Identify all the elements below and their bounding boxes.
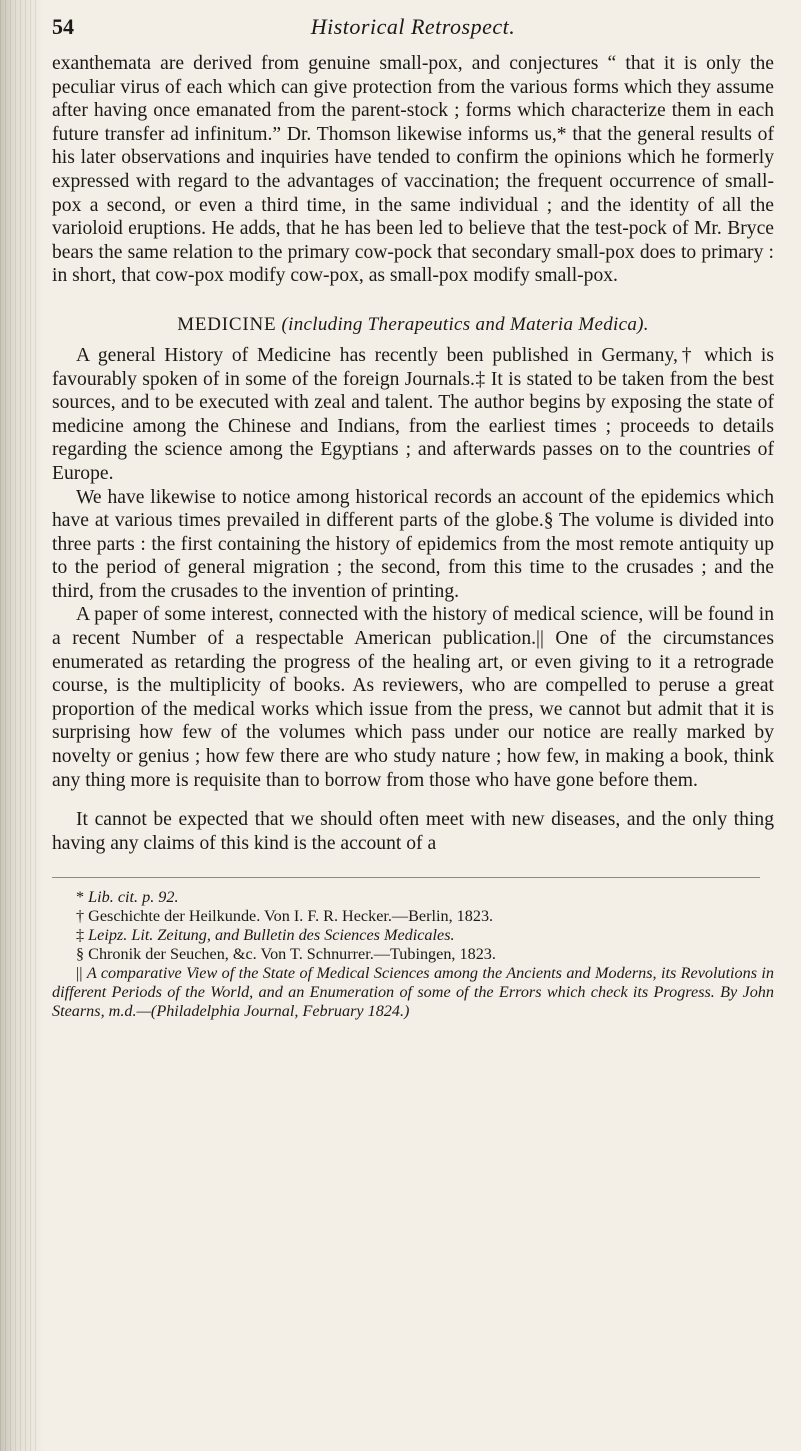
footnote xyxy=(52,888,774,907)
paragraph-vaccination: exanthemata are derived from genuine small-pox, and conjectures “ that it is only the peculiar virus of each which can give protection from the various forms which they assume after having once emanated from the parent-stock ; forms which characterize them in each future transfer ad infinitum.” Dr. Thomson likewise informs us,* that the general results of his later observations and inquiries have tended to confirm the opinions which he formerly expressed with regard to the advantages of vaccination; the frequent occurrence of small-pox a second, or even a third time, in the same individual ; and the identity of all the varioloid eruptions. He adds, that he has been led to believe that the test-pock of Mr. Bryce bears the same relation to the primary cow-pock that secondary small-pox does to primary : in short, that cow-pox modify cow-pox, as small-pox modify small-pox. xyxy=(52,53,774,287)
paragraph-multiplicity-of-books: A paper of some interest, connected with the history of medical science, will be found in a recent Number of a respectable American publication.|| One of the circumstances enumerated as retarding the progress of the healing art, or even giving to it a retrograde course, is the multiplicity of books. As reviewers, who are compelled to peruse a great proportion of the medical works which issue from the press, we cannot but admit that it is surprising how few of the volumes which pass under our notice are really marked by novelty or genius ; how few there are who study nature ; how few, in making a book, think any thing more is requisite than to borrow from those who have gone before them. xyxy=(52,604,774,791)
footnote-text: Leipz. Lit. Zeitung, and Bulletin des Sciences Medicales. xyxy=(88,926,455,945)
footnote xyxy=(52,926,774,945)
page-header xyxy=(52,10,774,52)
paragraph-new-diseases: It cannot be expected that we should often meet with new diseases, and the only thing having any claims of this kind is the account of a xyxy=(52,809,774,854)
paragraph-history-of-medicine: A general History of Medicine has recently been published in Germany,† which is favourably spoken of in some of the foreign Journals.‡ It is stated to be taken from the best sources, and to be executed with zeal and talent. The author begins by exposing the state of medicine among the Chinese and Indians, from the earliest times ; proceeds to details regarding the science among the Egyptians ; and afterwards passes on to the countries of Europe. xyxy=(52,344,774,484)
footnote-mark: * xyxy=(76,888,85,907)
footnotes xyxy=(52,888,774,1021)
book-page xyxy=(52,10,774,1021)
page-number: 54 xyxy=(52,14,74,39)
footnote xyxy=(52,907,774,926)
footnote-mark: ‡ xyxy=(76,926,85,945)
footnote-mark: || xyxy=(76,964,83,983)
footnote-rule xyxy=(52,877,760,878)
footnote-mark: § xyxy=(76,945,85,964)
section-heading-medicine xyxy=(52,314,774,336)
footnote-mark: † xyxy=(76,907,85,926)
footnote-text: Lib. cit. p. 92. xyxy=(88,888,179,907)
section-heading-title: MEDICINE xyxy=(177,313,277,335)
footnote xyxy=(52,964,774,1021)
footnote-text: Geschichte der Heilkunde. Von I. F. R. Hecker.—Berlin, 1823. xyxy=(88,907,494,926)
footnote xyxy=(52,945,774,964)
binding-texture xyxy=(0,0,40,1451)
section-heading-subtitle: (including Therapeutics and Materia Medica). xyxy=(281,313,649,335)
footnote-text: A comparative View of the State of Medical Sciences among the Ancients and Moderns, its Revolutions in different Periods of the World, and an Enumeration of some of the Errors which check its Progress. By John Stearns, m.d.—(Philadelphia Journal, February 1824.) xyxy=(52,964,775,1021)
running-title: Historical Retrospect. xyxy=(310,14,516,39)
footnote-text: Chronik der Seuchen, &c. Von T. Schnurrer.—Tubingen, 1823. xyxy=(88,945,496,964)
paragraph-epidemics: We have likewise to notice among historical records an account of the epidemics which have at various times prevailed in different parts of the globe.§ The volume is divided into three parts : the first containing the history of epidemics from the most remote antiquity up to the period of general migration ; the second, from this time to the crusades ; and the third, from the crusades to the invention of printing. xyxy=(52,486,774,602)
